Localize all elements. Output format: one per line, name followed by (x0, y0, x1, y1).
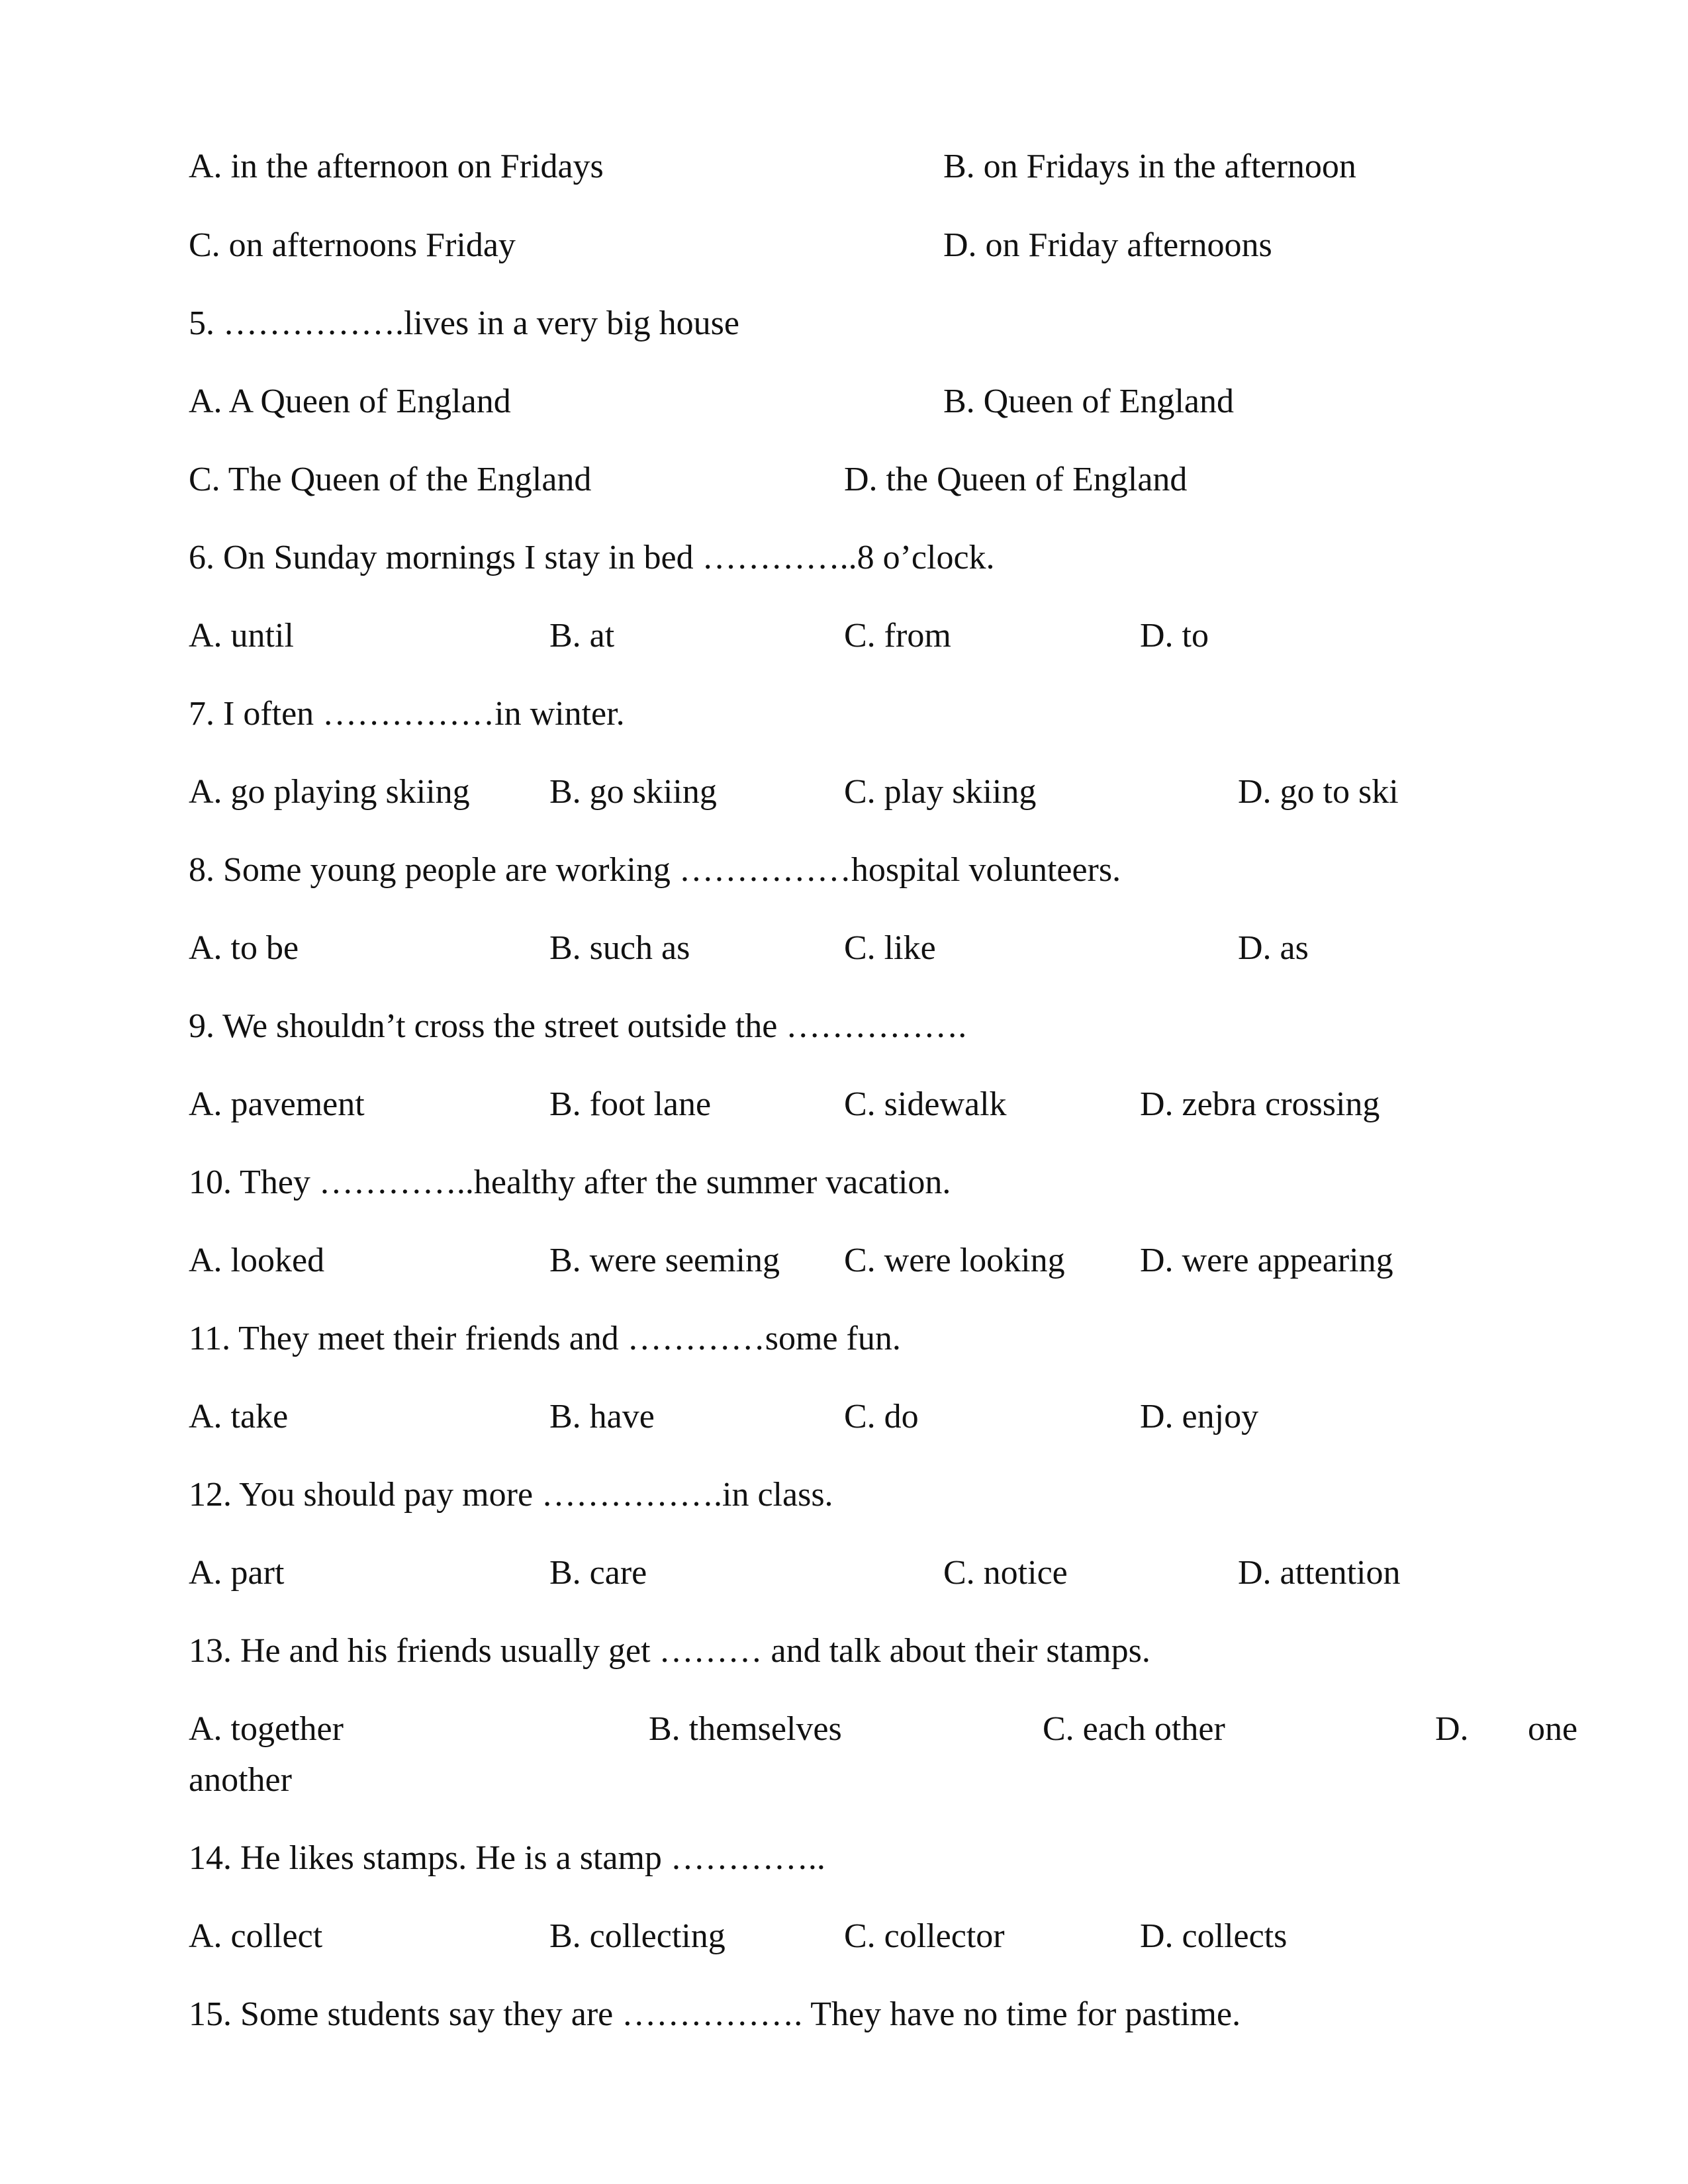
q14-option-d: D. collects (1140, 1917, 1288, 1955)
q9-option-c: C. sidewalk (844, 1085, 1007, 1123)
q5-options-row-1 (0, 375, 1688, 428)
q13-option-d-letter: D. (1435, 1710, 1469, 1748)
q15-stem (0, 1988, 1688, 2041)
q5-option-c: C. The Queen of the England (189, 461, 592, 498)
q10-option-d: D. were appearing (1140, 1242, 1393, 1279)
q10-option-a: A. looked (189, 1242, 325, 1279)
q8-option-d: D. as (1238, 929, 1309, 967)
q14-option-c: C. collector (844, 1917, 1005, 1955)
q11-option-c: C. do (844, 1398, 919, 1435)
q10-stem (0, 1156, 1688, 1209)
q15-stem-text: 15. Some students say they are ……………. They have no time for pastime. (189, 1995, 1241, 2033)
q5-option-b: B. Queen of England (943, 383, 1235, 420)
q6-stem-text: 6. On Sunday mornings I stay in bed …………..8 o’clock. (189, 539, 995, 576)
q10-stem-text: 10. They …………..healthy after the summer vacation. (189, 1163, 951, 1201)
q12-option-c: C. notice (943, 1554, 1068, 1592)
q7-options (0, 766, 1688, 819)
q7-stem-text: 7. I often ……………in winter. (189, 695, 625, 733)
q7-option-a: A. go playing skiing (189, 773, 470, 811)
q8-stem-text: 8. Some young people are working ……………hospital volunteers. (189, 851, 1121, 889)
q4-option-b: B. on Fridays in the afternoon (943, 148, 1356, 185)
q9-option-a: A. pavement (189, 1085, 365, 1123)
q5-options-row-2 (0, 453, 1688, 506)
q13-option-b: B. themselves (649, 1710, 842, 1748)
q11-option-d: D. enjoy (1140, 1398, 1259, 1435)
q12-option-b: B. care (549, 1554, 647, 1592)
q7-option-b: B. go skiing (549, 773, 717, 811)
q7-option-d: D. go to ski (1238, 773, 1399, 811)
q13-option-d-word-1: one (1528, 1710, 1578, 1748)
q12-option-a: A. part (189, 1554, 285, 1592)
q11-option-a: A. take (189, 1398, 289, 1435)
q13-option-a: A. together (189, 1710, 344, 1748)
q4-option-c: C. on afternoons Friday (189, 226, 516, 264)
q5-stem (0, 297, 1688, 350)
q6-option-b: B. at (549, 617, 615, 655)
q4-option-d: D. on Friday afternoons (943, 226, 1272, 264)
q13-stem (0, 1625, 1688, 1678)
q14-stem (0, 1832, 1688, 1885)
q9-stem-text: 9. We shouldn’t cross the street outside the ……………. (189, 1007, 967, 1045)
q4-options-row-1 (0, 140, 1688, 193)
q5-stem-text: 5. …………….lives in a very big house (189, 304, 739, 342)
q14-stem-text: 14. He likes stamps. He is a stamp ………….. (189, 1839, 825, 1877)
q13-options-row-2 (0, 1754, 1688, 1807)
q11-option-b: B. have (549, 1398, 655, 1435)
q6-options (0, 610, 1688, 662)
q14-option-b: B. collecting (549, 1917, 726, 1955)
q12-stem (0, 1469, 1688, 1522)
q8-stem (0, 844, 1688, 897)
q12-stem-text: 12. You should pay more …………….in class. (189, 1476, 833, 1514)
q14-options (0, 1910, 1688, 1963)
q12-options (0, 1547, 1688, 1600)
q14-option-a: A. collect (189, 1917, 323, 1955)
q8-option-c: C. like (844, 929, 936, 967)
q10-option-b: B. were seeming (549, 1242, 780, 1279)
q5-option-a: A. A Queen of England (189, 383, 511, 420)
q10-options (0, 1234, 1688, 1287)
q6-option-a: A. until (189, 617, 294, 655)
q6-option-c: C. from (844, 617, 951, 655)
q4-options-row-2 (0, 219, 1688, 272)
q8-option-a: A. to be (189, 929, 299, 967)
q13-option-d-word-2: another (189, 1761, 292, 1799)
q11-stem (0, 1312, 1688, 1365)
q8-options (0, 922, 1688, 975)
q4-option-a: A. in the afternoon on Fridays (189, 148, 604, 185)
q7-stem (0, 688, 1688, 741)
q9-option-d: D. zebra crossing (1140, 1085, 1380, 1123)
q10-option-c: C. were looking (844, 1242, 1065, 1279)
q11-stem-text: 11. They meet their friends and …………some fun. (189, 1320, 901, 1357)
q13-options-row-1 (0, 1703, 1688, 1756)
q5-option-d: D. the Queen of England (844, 461, 1188, 498)
q11-options (0, 1390, 1688, 1443)
q13-stem-text: 13. He and his friends usually get ……… and talk about their stamps. (189, 1632, 1150, 1670)
q7-option-c: C. play skiing (844, 773, 1037, 811)
q8-option-b: B. such as (549, 929, 690, 967)
q12-option-d: D. attention (1238, 1554, 1401, 1592)
q9-options (0, 1078, 1688, 1131)
q6-stem (0, 531, 1688, 584)
q9-option-b: B. foot lane (549, 1085, 712, 1123)
q6-option-d: D. to (1140, 617, 1209, 655)
q13-option-c: C. each other (1043, 1710, 1225, 1748)
q9-stem (0, 1000, 1688, 1053)
